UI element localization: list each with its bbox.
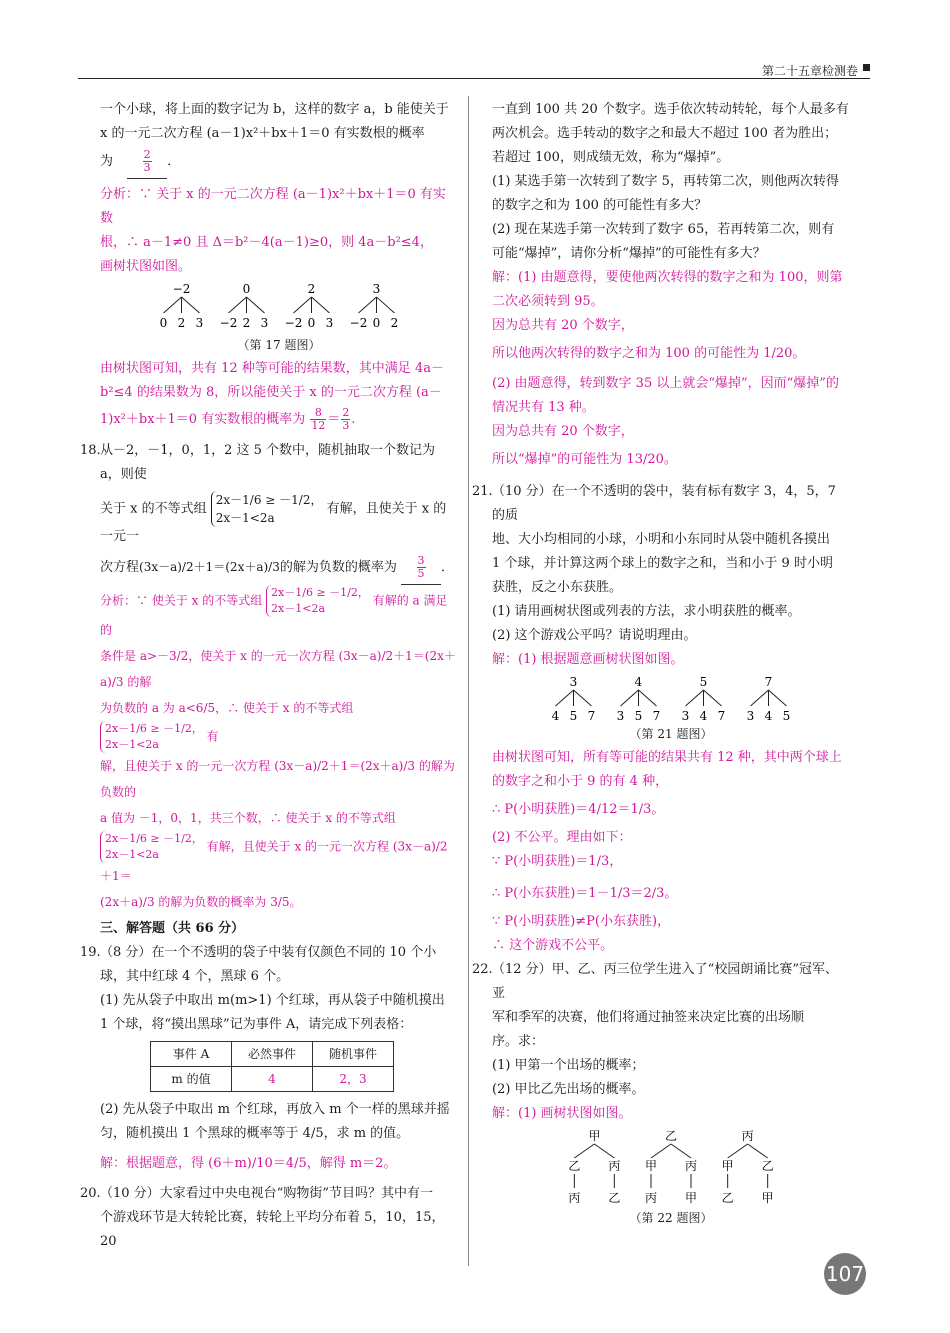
tree-root: 0: [242, 282, 251, 296]
text-line: 因为总共有 20 个数字，: [492, 424, 634, 439]
inequality-system: [211, 491, 323, 527]
result-block: [100, 357, 458, 435]
tree-branch: [556, 690, 574, 706]
figure-caption: （第 21 题图）: [629, 727, 713, 741]
text-line: 匀，随机摸出 1 个黑球的概率等于 4/5，求 m 的值。: [100, 1126, 410, 1141]
equation: (3x－a)/2＋1＝(2x＋a)/3: [139, 560, 280, 574]
text-line: 1 个球，将“摸出黑球”记为事件 A，请完成下列表格：: [100, 1017, 413, 1032]
tree-leaf: 2: [242, 316, 251, 330]
text-line: (2) 这个游戏公平吗？请说明理由。: [492, 628, 697, 643]
text-line: (2) 甲比乙先出场的概率。: [492, 1082, 645, 1097]
text-line: (2) 现在某选手第一次转到了数字 65，若再转第二次，则有: [492, 222, 835, 237]
tree-root: 甲: [588, 1129, 601, 1143]
text-fragment: 为负数的 a 为 a<6/5，∴ 使关于 x 的不等式组: [100, 701, 354, 715]
tree-leaf: 3: [325, 316, 334, 330]
tree-leaf: 0: [307, 316, 316, 330]
tree-branch: [229, 297, 247, 313]
text-line: 序。求：: [492, 1034, 545, 1049]
text-line: 的数字之和小于 9 的有 4 种，: [492, 774, 669, 789]
tree-branch: [294, 297, 312, 313]
question-number: 18.: [80, 443, 101, 458]
tree-branch: [621, 690, 639, 706]
solution-block-21: [492, 746, 850, 958]
frac-num: 3: [417, 554, 425, 567]
text-line: 的数字之和为 100 的可能性有多大？: [492, 198, 708, 213]
text-line: 获胜，反之小东获胜。: [492, 580, 623, 595]
tree-leaf: −2: [349, 316, 368, 330]
analysis-block: [100, 183, 458, 279]
text-line: [100, 491, 458, 547]
right-column: [472, 98, 850, 1230]
text-line: (2) 由题意得，转到数字 35 以上就会“爆掉”，因而“爆掉”的: [492, 376, 839, 391]
frac-den: 5: [417, 567, 425, 580]
text-line: 分析：∵ 关于 x 的一元二次方程 (a－1)x²＋bx＋1＝0 有实数: [100, 187, 446, 226]
chapter-title: 第二十五章检测卷: [761, 64, 858, 78]
page-header: [78, 58, 870, 79]
tree-leaf: 2: [390, 316, 399, 330]
text-line: a 值为 －1，0，1，共三个数，∴ 使关于 x 的不等式组: [100, 811, 396, 825]
text-line: (1) 甲第一个出场的概率；: [492, 1058, 645, 1073]
system-line: 2x－1/6 ≥ －1/2，: [271, 586, 369, 599]
tree-node: 甲: [644, 1159, 658, 1173]
system-line: 2x－1<2a: [271, 602, 326, 615]
tree-leaf: −2: [284, 316, 303, 330]
text-line: 所以“爆掉”的可能性为 13/20。: [492, 452, 677, 467]
question-22: [472, 958, 850, 1102]
tree-branch: [574, 1144, 594, 1158]
inequality-system: [100, 721, 203, 753]
text-line: 两次机会。选手转动的数字之和最大不超过 100 者为胜出；: [492, 126, 838, 141]
tree-node: 丙: [684, 1159, 698, 1173]
tree-leaf: 乙: [608, 1191, 621, 1205]
table-cell-answer: 4: [232, 1067, 313, 1092]
text-line: (2x＋a)/3 的解为负数的概率为 3/5。: [100, 895, 302, 909]
question-21: [472, 480, 850, 648]
question-number: 21.: [472, 484, 493, 499]
tree-branch: [704, 690, 722, 706]
text-fragment: 有: [206, 729, 219, 744]
table-header: 必然事件: [232, 1042, 313, 1067]
text-fragment: 为: [100, 154, 114, 169]
text-line: 由树状图可知，所有等可能的结果共有 12 种，其中两个球上: [492, 750, 842, 765]
question-18: [80, 439, 458, 585]
tree-branch: [748, 1144, 768, 1158]
section-heading: 三、解答题（共 66 分）: [100, 921, 245, 936]
tree-leaf: 0: [372, 316, 381, 330]
text-line: (1) 先从袋子中取出 m(m>1) 个红球，再从袋子中随机摸出: [100, 993, 445, 1008]
system-line: 2x－1/6 ≥ －1/2，: [215, 493, 323, 507]
text-line: （10 分）大家看过中央电视台“购物街”节目吗？其中有一: [100, 1186, 433, 1201]
system-line: 2x－1<2a: [105, 738, 159, 751]
text-line: 1 个球，并计算这两个球上的数字之和，当和小于 9 时小明: [492, 556, 833, 571]
tree-node: 乙: [761, 1159, 774, 1173]
text-line: 解：(1) 由题意得，要使他两次转得的数字之和为 100，则第: [492, 270, 843, 285]
question-number: 22.: [472, 962, 493, 977]
frac-den: 3: [342, 419, 350, 432]
page-number: 107: [824, 1253, 866, 1295]
frac-num: 2: [342, 406, 350, 419]
tree-node: 丙: [608, 1159, 621, 1173]
text-line: 因为总共有 20 个数字，: [492, 318, 634, 333]
tree-branch: [769, 690, 787, 706]
text-line: [100, 695, 458, 753]
tree-branch: [359, 297, 377, 313]
table-row: [151, 1067, 394, 1092]
tree-branch: [671, 1144, 691, 1158]
tree-root: 丙: [741, 1129, 754, 1143]
text-line: 一个小球，将上面的数字记为 b，这样的数字 a，b 能使关于: [100, 102, 449, 117]
question-19: [80, 941, 458, 1176]
text-line: ∴ 这个游戏不公平。: [492, 938, 614, 953]
tree-leaf: 4: [551, 709, 560, 722]
tree-leaf: 甲: [761, 1191, 774, 1205]
tree-leaf: 4: [764, 709, 773, 722]
table-cell-answer: 2，3: [313, 1067, 394, 1092]
tree-leaf: 5: [634, 709, 643, 722]
tree-leaf: 3: [746, 709, 755, 722]
text-line: 为 $\frac{2}{3}$ ．: [100, 146, 458, 179]
text-line: 可能“爆掉”，请你分析“爆掉”的可能性有多大？: [492, 246, 766, 261]
text-line: x 的一元二次方程 (a－1)x²＋bx＋1＝0 有实数根的概率: [100, 126, 425, 141]
inequality-system: [100, 831, 203, 863]
tree-leaf: 3: [616, 709, 625, 722]
tree-leaf: 5: [569, 709, 578, 722]
analysis-block-18: [100, 585, 458, 915]
text-line: 二次必须转到 95。: [492, 294, 604, 309]
text-fragment: 有解，且使关于 x 的一元一: [100, 501, 447, 544]
frac-num: 8: [310, 407, 326, 420]
tree-branch: [686, 690, 704, 706]
text-line: 个游戏环节是大转轮比赛，转轮上平均分布着 5，10，15，20: [100, 1210, 445, 1249]
tree-root: 5: [699, 675, 708, 689]
tree-root: 3: [569, 675, 578, 689]
tree-leaf: 7: [717, 709, 726, 722]
tree-leaf: 丙: [568, 1191, 581, 1205]
solution-line: 解：(1) 画树状图如图。: [492, 1106, 632, 1121]
text-line: [100, 585, 458, 643]
system-line: 2x－1/6 ≥ －1/2，: [105, 722, 203, 735]
tree-branch: [182, 297, 200, 313]
tree-leaf: 3: [195, 316, 204, 330]
table-header-row: [151, 1042, 394, 1067]
text-line: [100, 831, 458, 889]
text-line: 解，且使关于 x 的一元一次方程 (3x－a)/2＋1＝(2x＋a)/3 的解为负数的: [100, 759, 455, 799]
frac-den: 12: [311, 419, 326, 432]
text-line: （10 分）在一个不透明的袋中，装有标有数字 3，4，5，7 的质: [492, 484, 836, 523]
question-number: 20.: [80, 1186, 101, 1201]
text-line: 条件是 a>－3/2，使关于 x 的一元一次方程 (3x－a)/2＋1＝(2x＋a)/3 的解: [100, 649, 456, 689]
text-line: ∵ P(小明获胜)≠P(小东获胜)，: [492, 914, 671, 929]
tree-leaf: 7: [587, 709, 596, 722]
tree-root: 乙: [664, 1129, 678, 1143]
text-fragment: 1)x²＋bx＋1＝0 有实数根的概率为: [100, 412, 306, 427]
tree-leaf: 7: [652, 709, 661, 722]
tree-root: −2: [172, 282, 191, 296]
text-line: 根，∴ a－1≠0 且 Δ＝b²－4(a－1)≥0，则 4a－b²≤4，: [100, 235, 433, 250]
text-fragment: 有解的 a 满足的: [100, 593, 448, 637]
text-line: 画树状图如图。: [100, 259, 192, 274]
text-fragment: 有解，且使关于 x 的一元一次方程 (3x－a)/2＋1＝: [100, 839, 448, 883]
text-line: 次方程(3x－a)/2＋1＝(2x＋a)/3的解为负数的概率为 $\frac{3}{5}$ ．: [100, 551, 458, 585]
text-line: 地、大小均相同的小球，小明和小东同时从袋中随机各摸出: [492, 532, 831, 547]
table-header: 事件 A: [151, 1042, 232, 1067]
inequality-system: [266, 585, 369, 617]
solution-block-20: [492, 266, 850, 472]
answer-blank: [127, 146, 167, 179]
frac-den: 3: [143, 161, 151, 174]
tree-branch: [247, 297, 265, 313]
tree-leaf: 3: [681, 709, 690, 722]
solution-line: 解：根据题意，得 (6＋m)/10＝4/5，解得 m＝2。: [100, 1156, 397, 1171]
tree-leaf: 2: [177, 316, 186, 330]
tree-leaf: 乙: [721, 1191, 734, 1205]
text-line: (1) 某选手第一次转到了数字 5，再转第二次，则他两次转得: [492, 174, 839, 189]
tree-root: 7: [764, 675, 773, 689]
system-line: 2x－1<2a: [215, 511, 275, 525]
tree-node: 甲: [721, 1159, 734, 1173]
table-header: 随机事件: [313, 1042, 394, 1067]
column-divider: [468, 96, 469, 1266]
tree-root: 3: [372, 282, 381, 296]
text-fragment: 分析：∵ 使关于 x 的不等式组: [100, 593, 263, 608]
tree-branch: [312, 297, 330, 313]
tree-leaf: 0: [159, 316, 168, 330]
frac-num: 2: [143, 148, 151, 161]
text-line: (1) 请用画树状图或列表的方法，求小明获胜的概率。: [492, 604, 801, 619]
text-line: ∵ P(小明获胜)＝1/3，: [492, 854, 623, 869]
text-line: 一直到 100 共 20 个数字。选手依次转动转轮，每个人最多有: [492, 102, 849, 117]
text-line: 若超过 100，则成绩无效，称为“爆掉”。: [492, 150, 730, 165]
tree-branch: [751, 690, 769, 706]
text-line: ∴ P(小明获胜)＝4/12＝1/3。: [492, 802, 665, 817]
text-line: 球，其中红球 4 个，黑球 6 个。: [100, 969, 290, 984]
header-square-icon: [863, 64, 870, 71]
text-line: 从－2，－1，0，1，2 这 5 个数中，随机抽取一个数记为 a，则使: [100, 443, 436, 482]
text-fragment: 的解为负数的概率为: [279, 560, 397, 575]
tree-branch: [377, 297, 395, 313]
answer-blank: [401, 552, 441, 585]
text-line: 军和季军的决赛，他们将通过抽签来决定比赛的出场顺: [492, 1010, 805, 1025]
tree-branch: [651, 1144, 671, 1158]
system-line: 2x－1/6 ≥ －1/2，: [105, 832, 203, 845]
text-line: （8 分）在一个不透明的袋子中装有仅颜色不同的 10 个小: [100, 945, 437, 960]
left-column: [80, 98, 458, 1254]
tree-diagram-21: [541, 674, 801, 722]
tree-leaf: −2: [219, 316, 238, 330]
table-cell: m 的值: [151, 1067, 232, 1092]
tree-leaf: 甲: [684, 1191, 698, 1205]
text-line: 所以他两次转得的数字之和为 100 的可能性为 1/20。: [492, 346, 806, 361]
system-line: 2x－1<2a: [105, 848, 159, 861]
text-fragment: 关于 x 的不等式组: [100, 501, 207, 517]
figure-caption: （第 22 题图）: [629, 1211, 713, 1225]
text-line: 情况共有 13 种。: [492, 400, 595, 415]
tree-diagram-22: [556, 1128, 786, 1206]
tree-leaf: 丙: [644, 1191, 658, 1205]
text-fragment: 次方程: [100, 560, 140, 575]
figure-caption: （第 17 题图）: [237, 338, 321, 352]
text-line: b²≤4 的结果数为 8，所以能使关于 x 的一元二次方程 (a－: [100, 385, 442, 400]
tree-root: 2: [307, 282, 316, 296]
tree-branch: [594, 1144, 614, 1158]
tree-branch: [574, 690, 592, 706]
question-20: [80, 1182, 458, 1254]
tree-root: 4: [634, 675, 643, 689]
tree-leaf: 4: [699, 709, 708, 722]
event-table: [150, 1041, 394, 1092]
solution-line: 解：(1) 根据题意画树状图如图。: [492, 652, 684, 667]
question-number: 19.: [80, 945, 101, 960]
tree-leaf: 3: [260, 316, 269, 330]
tree-diagram-17: [149, 281, 409, 333]
text-line: 1)x²＋bx＋1＝0 有实数根的概率为 $\frac{8}{12}$ ＝ $\frac{2}{3}$ .: [100, 406, 356, 432]
text-line: ∴ P(小东获胜)＝1－1/3＝2/3。: [492, 886, 678, 901]
text-line: (2) 不公平。理由如下：: [492, 830, 632, 845]
text-line: （12 分）甲、乙、丙三位学生进入了“校园朗诵比赛”冠军、亚: [492, 962, 838, 1001]
tree-branch: [639, 690, 657, 706]
tree-branch: [164, 297, 182, 313]
text-line: 由树状图可知，共有 12 种等可能的结果数，其中满足 4a－: [100, 361, 444, 376]
tree-branch: [728, 1144, 748, 1158]
text-line: (2) 先从袋子中取出 m 个红球，再放入 m 个一样的黑球并摇: [100, 1102, 450, 1117]
tree-leaf: 5: [782, 709, 791, 722]
tree-node: 乙: [568, 1159, 581, 1173]
